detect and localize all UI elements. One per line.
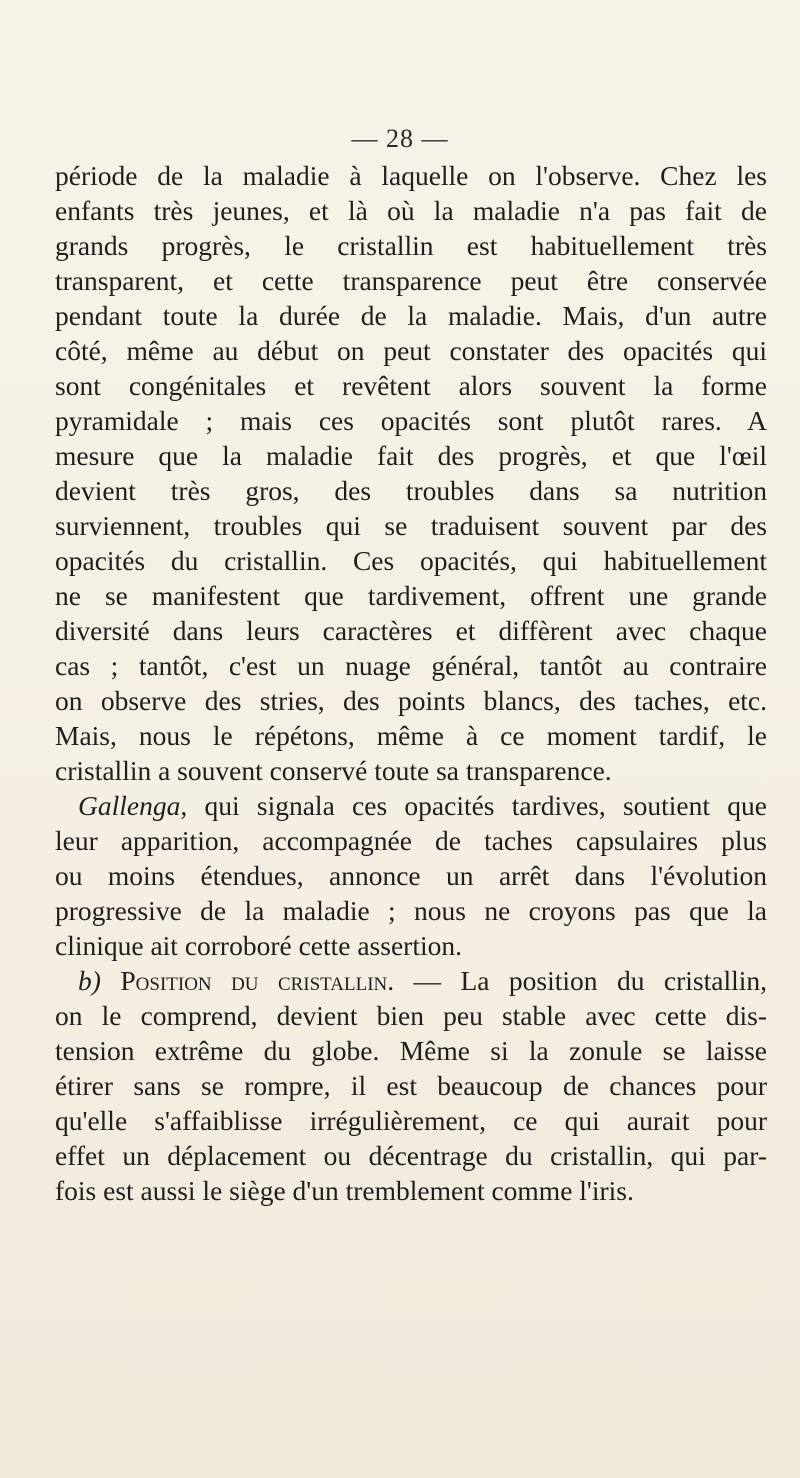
text-line: surviennent, troubles qui se traduisent souvent par des [55, 510, 767, 541]
text-line: pyramidale ; mais ces opacités sont plutôt rares. A [55, 405, 767, 436]
text-line: devient très gros, des troubles dans sa nutrition [55, 475, 767, 506]
text-line: sont congénitales et revêtent alors souvent la forme [55, 370, 767, 401]
text-line: fois est aussi le siège d'un tremblement comme l'iris. [55, 1175, 634, 1206]
text-line: ne se manifestent que tardivement, offrent une grande [55, 580, 767, 611]
section-heading: Position du cristallin. [120, 965, 395, 996]
text-line: effet un déplacement ou décentrage du cristallin, qui par- [55, 1140, 767, 1171]
text-line: on observe des stries, des points blancs, des taches, etc. [55, 685, 767, 716]
text-line: on le comprend, devient bien peu stable avec cette dis- [55, 1000, 767, 1031]
text-line: ou moins étendues, annonce un arrêt dans l'évolution [55, 860, 767, 891]
text-fragment: — La position du cristallin, [394, 965, 767, 996]
text-fragment: qui signala ces opacités tardives, soutient que [187, 790, 767, 821]
text-line: progressive de la maladie ; nous ne croyons pas que la [55, 895, 767, 926]
text-line: transparent, et cette transparence peut être conservée [55, 265, 767, 296]
text-line: leur apparition, accompagnée de taches capsulaires plus [55, 825, 767, 856]
section-label: b) [78, 965, 101, 996]
page-number: — 28 — [351, 124, 449, 153]
paragraph-first-line [55, 788, 767, 823]
text-line: cristallin a souvent conservé toute sa transparence. [55, 755, 612, 786]
text-line: pendant toute la durée de la maladie. Mais, d'un autre [55, 300, 767, 331]
text-line: diversité dans leurs caractères et diffèrent avec chaque [55, 615, 767, 646]
text-line: Mais, nous le répétons, même à ce moment tardif, le [55, 720, 767, 751]
text-line: enfants très jeunes, et là où la maladie n'a pas fait de [55, 195, 767, 226]
text-line: période de la maladie à laquelle on l'observe. Chez les [55, 160, 767, 191]
author-name: Gallenga, [78, 790, 188, 821]
text-line: côté, même au début on peut constater des opacités qui [55, 335, 767, 366]
section-heading-line [55, 963, 767, 998]
text-line: cas ; tantôt, c'est un nuage général, tantôt au contraire [55, 650, 767, 681]
text-line: étirer sans se rompre, il est beaucoup de chances pour [55, 1070, 767, 1101]
text-line: opacités du cristallin. Ces opacités, qui habituellement [55, 545, 767, 576]
body-text [55, 158, 767, 1208]
text-line: grands progrès, le cristallin est habituellement très [55, 230, 767, 261]
text-line: mesure que la maladie fait des progrès, et que l'œil [55, 440, 767, 471]
text-line: clinique ait corroboré cette assertion. [55, 930, 462, 961]
text-line: qu'elle s'affaiblisse irrégulièrement, ce qui aurait pour [55, 1105, 767, 1136]
text-line: tension extrême du globe. Même si la zonule se laisse [55, 1035, 767, 1066]
